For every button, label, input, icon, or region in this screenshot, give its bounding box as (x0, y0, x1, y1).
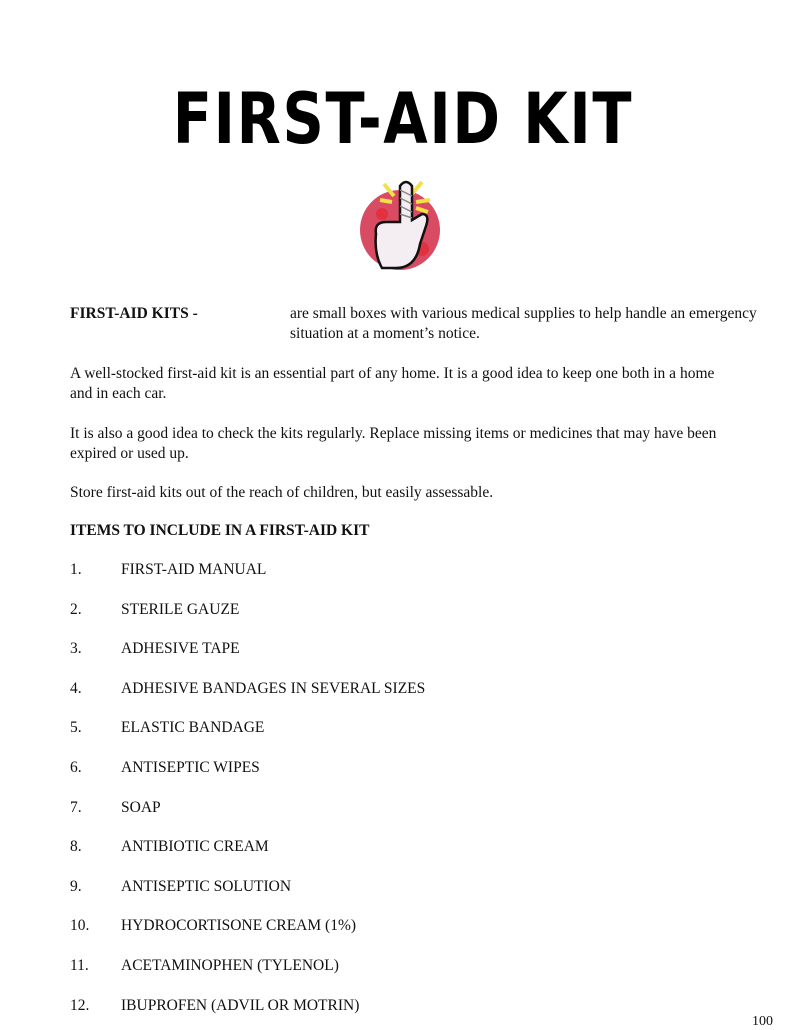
item-number: 3. (70, 640, 82, 658)
definition-text: are small boxes with various medical supplies to help handle an emergency situation at a moment’s notice. (290, 305, 757, 342)
list-item (70, 917, 356, 935)
item-number: 10. (70, 917, 90, 935)
paragraph: It is also a good idea to check the kits regularly. Replace missing items or medicines that may have been expired or used up. (70, 425, 717, 462)
list-item (70, 957, 339, 975)
list-item (70, 680, 425, 698)
item-text: ADHESIVE TAPE (121, 640, 240, 658)
item-number: 5. (70, 719, 82, 737)
item-number: 11. (70, 957, 89, 974)
item-number: 9. (70, 877, 82, 895)
list-item (70, 838, 269, 856)
list-item (70, 997, 359, 1015)
bandaged-finger-icon (352, 174, 448, 274)
definition (70, 304, 757, 342)
list-item (70, 878, 291, 896)
item-text: ACETAMINOPHEN (TYLENOL) (121, 957, 339, 974)
item-text: ANTISEPTIC WIPES (121, 759, 260, 776)
item-text: IBUPROFEN (ADVIL OR MOTRIN) (121, 996, 360, 1014)
item-number: 6. (70, 759, 82, 776)
paragraph: A well-stocked first-aid kit is an essential part of any home. It is a good idea to keep one both in a home and in each car. (70, 365, 715, 402)
list-item (70, 759, 260, 777)
item-number: 7. (70, 798, 82, 816)
list-item (70, 640, 240, 658)
item-text: ADHESIVE BANDAGES IN SEVERAL SIZES (121, 679, 426, 697)
item-number: 1. (70, 561, 82, 578)
item-text: ANTIBIOTIC CREAM (121, 838, 269, 856)
item-text: SOAP (121, 798, 161, 816)
paragraph: Store first-aid kits out of the reach of children, but easily assessable. (70, 484, 494, 501)
item-text: ELASTIC BANDAGE (121, 719, 265, 737)
item-number: 2. (70, 600, 82, 618)
item-number: 4. (70, 679, 82, 697)
list-item (70, 601, 239, 619)
list-heading: ITEMS TO INCLUDE IN A FIRST-AID KIT (70, 522, 370, 539)
list-item (70, 719, 264, 737)
item-text: STERILE GAUZE (121, 600, 240, 618)
page-number: 100 (752, 1014, 773, 1029)
item-number: 12. (70, 996, 90, 1014)
item-text: HYDROCORTISONE CREAM (1%) (121, 917, 357, 935)
item-text: ANTISEPTIC SOLUTION (121, 877, 292, 895)
list-item (70, 799, 161, 817)
definition-term: FIRST-AID KITS - (70, 305, 198, 322)
page-title: FIRST-AID KIT (172, 78, 634, 160)
list-item (70, 561, 266, 579)
item-text: FIRST-AID MANUAL (121, 561, 267, 578)
item-number: 8. (70, 838, 82, 856)
